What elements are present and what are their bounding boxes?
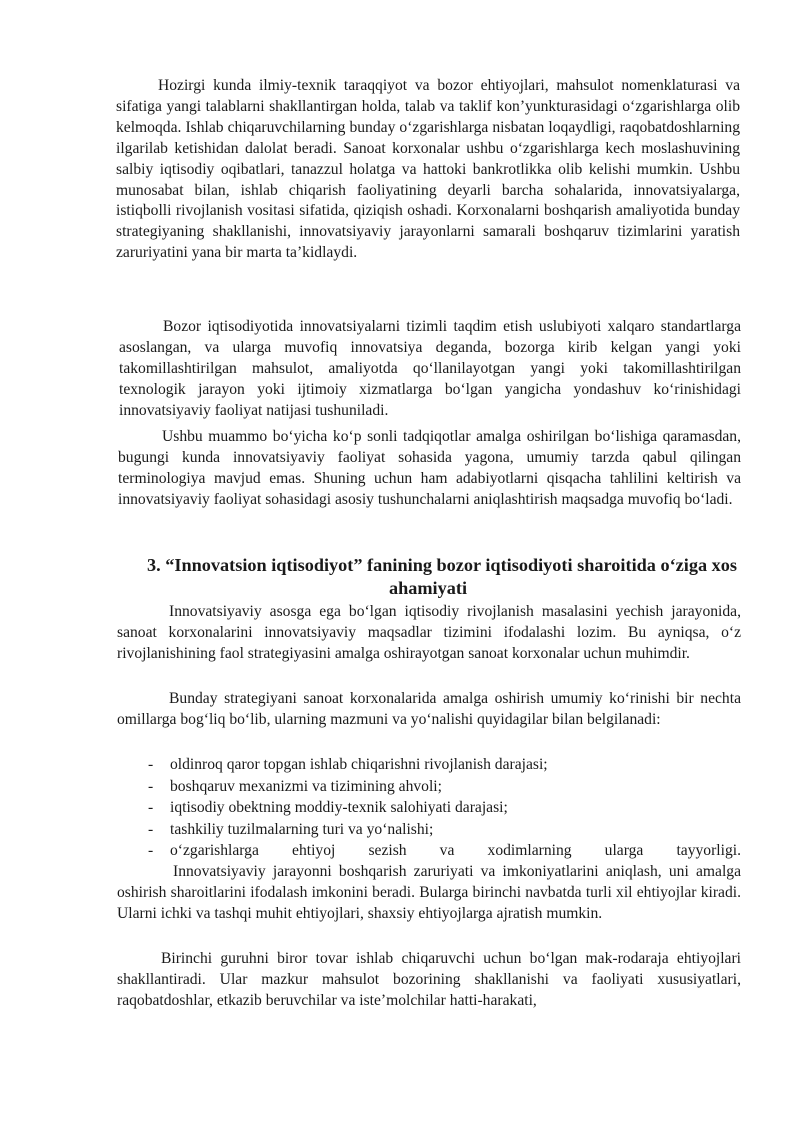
paragraph: Birinchi guruhni biror tovar ishlab chiqaruvchi uchun boʻlgan mak-rodaraja ehtiyojlari shakllantiradi. Ular mazkur mahsulot bozorining shakllanishi va faoliyati xususiyatlari, raqobatdoshlar, etkazib beruvchilar va iste’molchilar hatti-harakati, bbox=[117, 950, 741, 1009]
paragraph: Bunday strategiyani sanoat korxonalarida amalga oshirish umumiy koʻrinishi bir nechta omillarga bogʻliq boʻlib, ularning mazmuni va yoʻnalishi quyidagilar bilan belgilanadi: bbox=[117, 690, 741, 728]
list-item bbox=[148, 840, 741, 862]
list-item-text: iqtisodiy obektning moddiy-texnik salohiyati darajasi; bbox=[170, 799, 508, 817]
list-item bbox=[148, 819, 741, 841]
body-text-block bbox=[117, 862, 741, 925]
section-title: “Innovatsion iqtisodiyot” fanining bozor iqtisodiyoti sharoitida oʻziga xos ahamiyati bbox=[165, 555, 738, 598]
list-item-text: oldinroq qaror topgan ishlab chiqarishni rivojlanish darajasi; bbox=[170, 756, 548, 773]
body-text-block bbox=[117, 949, 741, 1012]
body-text-block bbox=[118, 427, 741, 511]
factor-list bbox=[148, 754, 741, 862]
list-marker: - bbox=[148, 842, 154, 860]
list-item-text: boshqaruv mexanizmi va tizimining ahvoli; bbox=[170, 777, 442, 795]
list-marker: - bbox=[148, 820, 154, 838]
paragraph: Hozirgi kunda ilmiy-texnik taraqqiyot va bozor ehtiyojlari, mahsulot nomenklaturasi va sifatiga yangi talablarni shakllantirgan holda, talab va taklif kon’yunkturasidagi oʻzgarishlarga olib kelmoqda. Ishlab chiqaruvchilarning bunday oʻzgarishlarga nisbatan loqaydligi, raqobatdoshlarning ilgarilab ketishidan dalolat beradi. Sanoat korxonalar ushbu oʻzgarishlarga kech moslashuvining salbiy iqtisodiy oqibatlari, tanazzul holatga va hattoki bankrotlikka olib kelishi mumkin. Ushbu munosabat bilan, ishlab chiqarish faoliyatining deyarli barcha sohalarida, innovatsiyalarga, istiqbolli rivojlanish vositasi sifatida, qiziqish oshadi. Korxonalarni boshqarish amaliyotida bunday strategiyaning shakllanishi, innovatsiyaviy jarayonlarni samarali boshqaruv tizimlarini yaratish zaruriyatini yana bir marta ta’kidlaydi. bbox=[116, 77, 740, 262]
body-text-block bbox=[117, 602, 741, 665]
list-item-text: oʻzgarishlarga ehtiyoj sezish va xodimlarning ularga tayyorligi. bbox=[170, 842, 741, 860]
body-text-block bbox=[119, 317, 741, 422]
list-item bbox=[148, 776, 741, 798]
paragraph: Innovatsiyaviy jarayonni boshqarish zaruriyati va imkoniyatlarini aniqlash, uni amalga oshirish sharoitlarini ifodalash imkonini beradi. Bularga birinchi navbatda turli xil ehtiyojlar kiradi. Ularni ichki va tashqi muhit ehtiyojlari, shaxsiy ehtiyojlarga ajratish mumkin. bbox=[117, 863, 741, 922]
body-text-block bbox=[116, 76, 740, 264]
paragraph: Bozor iqtisodiyotida innovatsiyalarni tizimli taqdim etish uslubiyoti xalqaro standartlarga asoslangan, va ularga muvofiq innovatsiya deganda, bozorga kirib kelgan yangi yoki takomillashtirilgan mahsulot, amaliyotda qoʻllanilayotgan yangi yoki takomillashtirilgan texnologik jarayon yoki ijtimoiy xizmatlarga boʻlgan yangicha yondashuv koʻrinishidagi innovatsiyaviy faoliyat natijasi tushuniladi. bbox=[119, 318, 741, 419]
section-number: 3. bbox=[146, 555, 161, 575]
paragraph: Innovatsiyaviy asosga ega boʻlgan iqtisodiy rivojlanish masalasini yechish jarayonida, sanoat korxonalarini innovatsiyaviy maqsadlar tizimini ifodalashi lozim. Bu ayniqsa, oʻz rivojlanishining faol strategiyasini amalga oshirayotgan sanoat korxonalar uchun muhimdir. bbox=[117, 603, 741, 662]
section-heading bbox=[116, 554, 740, 600]
list-marker: - bbox=[148, 799, 154, 817]
list-item-text: tashkiliy tuzilmalarning turi va yoʻnalishi; bbox=[170, 820, 434, 838]
paragraph: Ushbu muammo boʻyicha koʻp sonli tadqiqotlar amalga oshirilgan boʻlishiga qaramasdan, bugungi kunda innovatsiyaviy faoliyat sohasida yagona, umumiy tarzda qabul qilingan terminologiya mavjud emas. Shuning uchun ham adabiyotlarni qisqacha tahlilini keltirish va innovatsiyaviy faoliyat sohasidagi asosiy tushunchalarni aniqlashtirish maqsadga muvofiq boʻladi. bbox=[118, 428, 741, 508]
list-marker: - bbox=[148, 756, 154, 773]
list-item bbox=[148, 797, 741, 819]
body-text-block bbox=[117, 689, 741, 731]
list-marker: - bbox=[148, 777, 154, 795]
list-item bbox=[148, 754, 741, 776]
